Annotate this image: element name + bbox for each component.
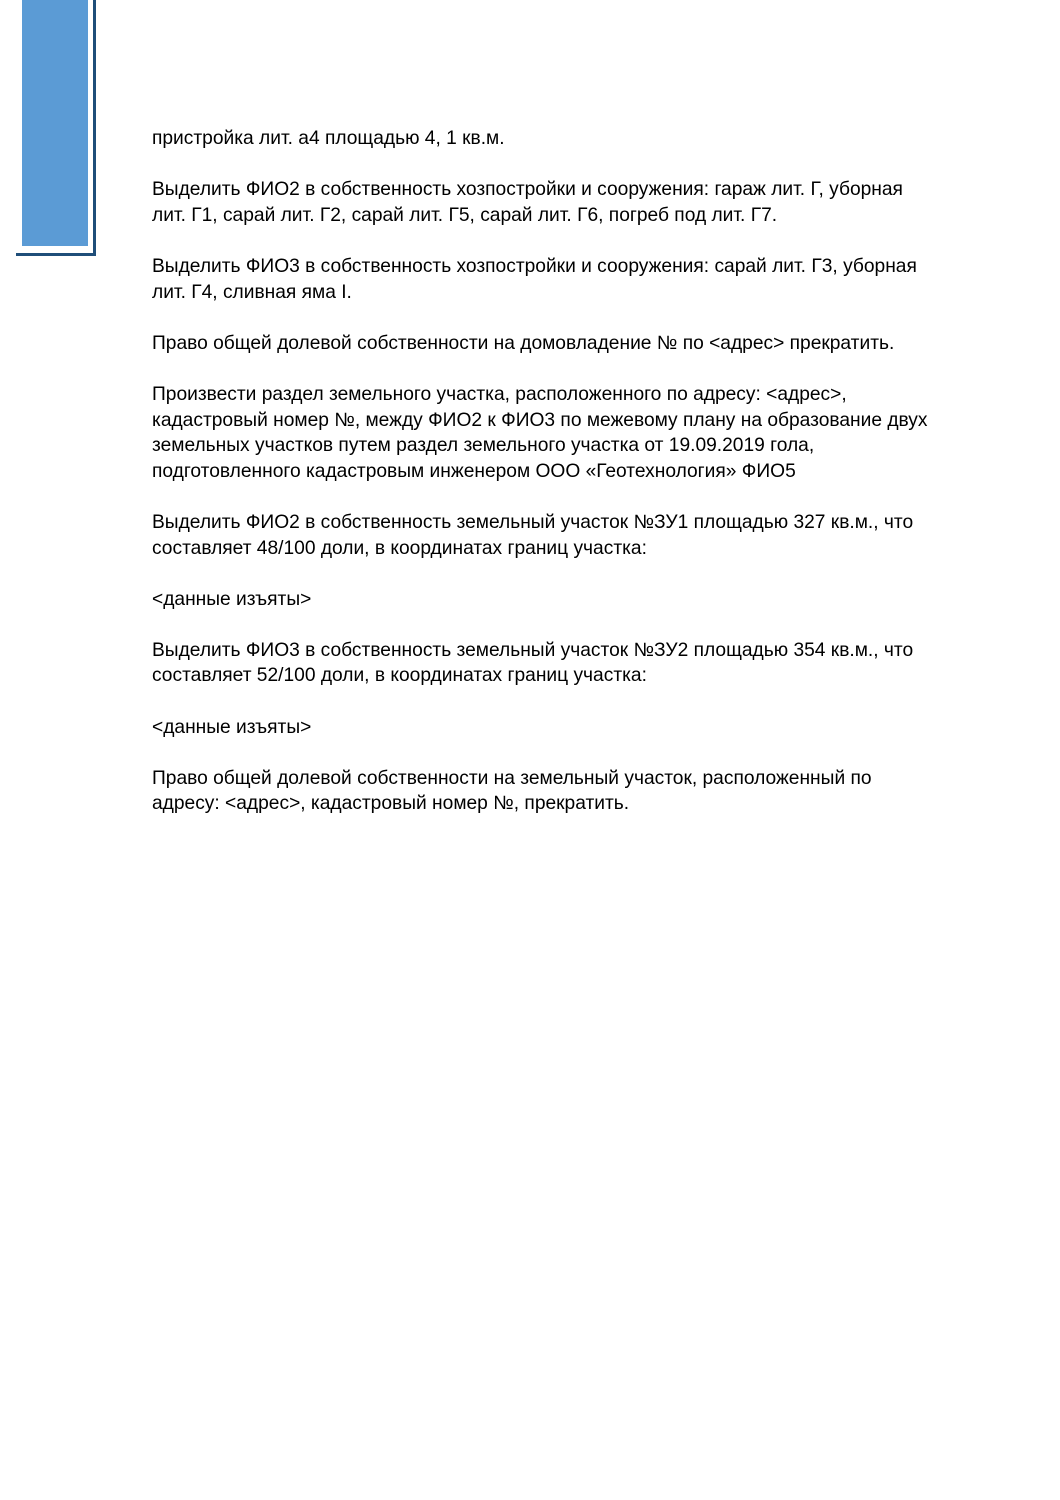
paragraph-allocate-fio2-outbuildings: Выделить ФИО2 в собственность хозпостройки и сооружения: гараж лит. Г, уборная лит. Г1, сарай лит. Г2, сарай лит. Г5, сарай лит. Г6, погреб под лит. Г7. (152, 179, 903, 226)
paragraph-land-division: Произвести раздел земельного участка, расположенного по адресу: <адрес>, кадастровый номер №, между ФИО2 к ФИО3 по межевому плану на образование двух земельных участков путем раздел земельного участка от 19.09.2019 гола, подготовленного кадастровым инженером ООО «Геотехнология» ФИО5 (152, 383, 928, 482)
paragraph-terminate-house-ownership: Право общей долевой собственности на домовладение № по <адрес> прекратить. (152, 332, 895, 354)
paragraph-redacted-data-2: <данные изъяты> (152, 716, 312, 738)
paragraph-annex-area: пристройка лит. а4 площадью 4, 1 кв.м. (152, 128, 505, 149)
paragraph-allocate-fio2-land: Выделить ФИО2 в собственность земельный участок №ЗУ1 площадью 327 кв.м., что составляет 48/100 доли, в координатах границ участка: (152, 511, 914, 559)
paragraph-terminate-land-ownership: Право общей долевой собственности на земельный участок, расположенный по адресу: <адрес>, кадастровый номер №, прекратить. (152, 767, 872, 815)
document-body (152, 126, 992, 843)
paragraph-allocate-fio3-outbuildings: Выделить ФИО3 в собственность хозпостройки и сооружения: сарай лит. Г3, уборная лит. Г4, сливная яма I. (152, 255, 917, 303)
corner-tab-fill-decoration (22, 0, 88, 246)
paragraph-allocate-fio3-land: Выделить ФИО3 в собственность земельный участок №ЗУ2 площадью 354 кв.м., что составляет 52/100 доли, в координатах границ участка: (152, 639, 914, 687)
paragraph-redacted-data-1: <данные изъяты> (152, 588, 312, 610)
